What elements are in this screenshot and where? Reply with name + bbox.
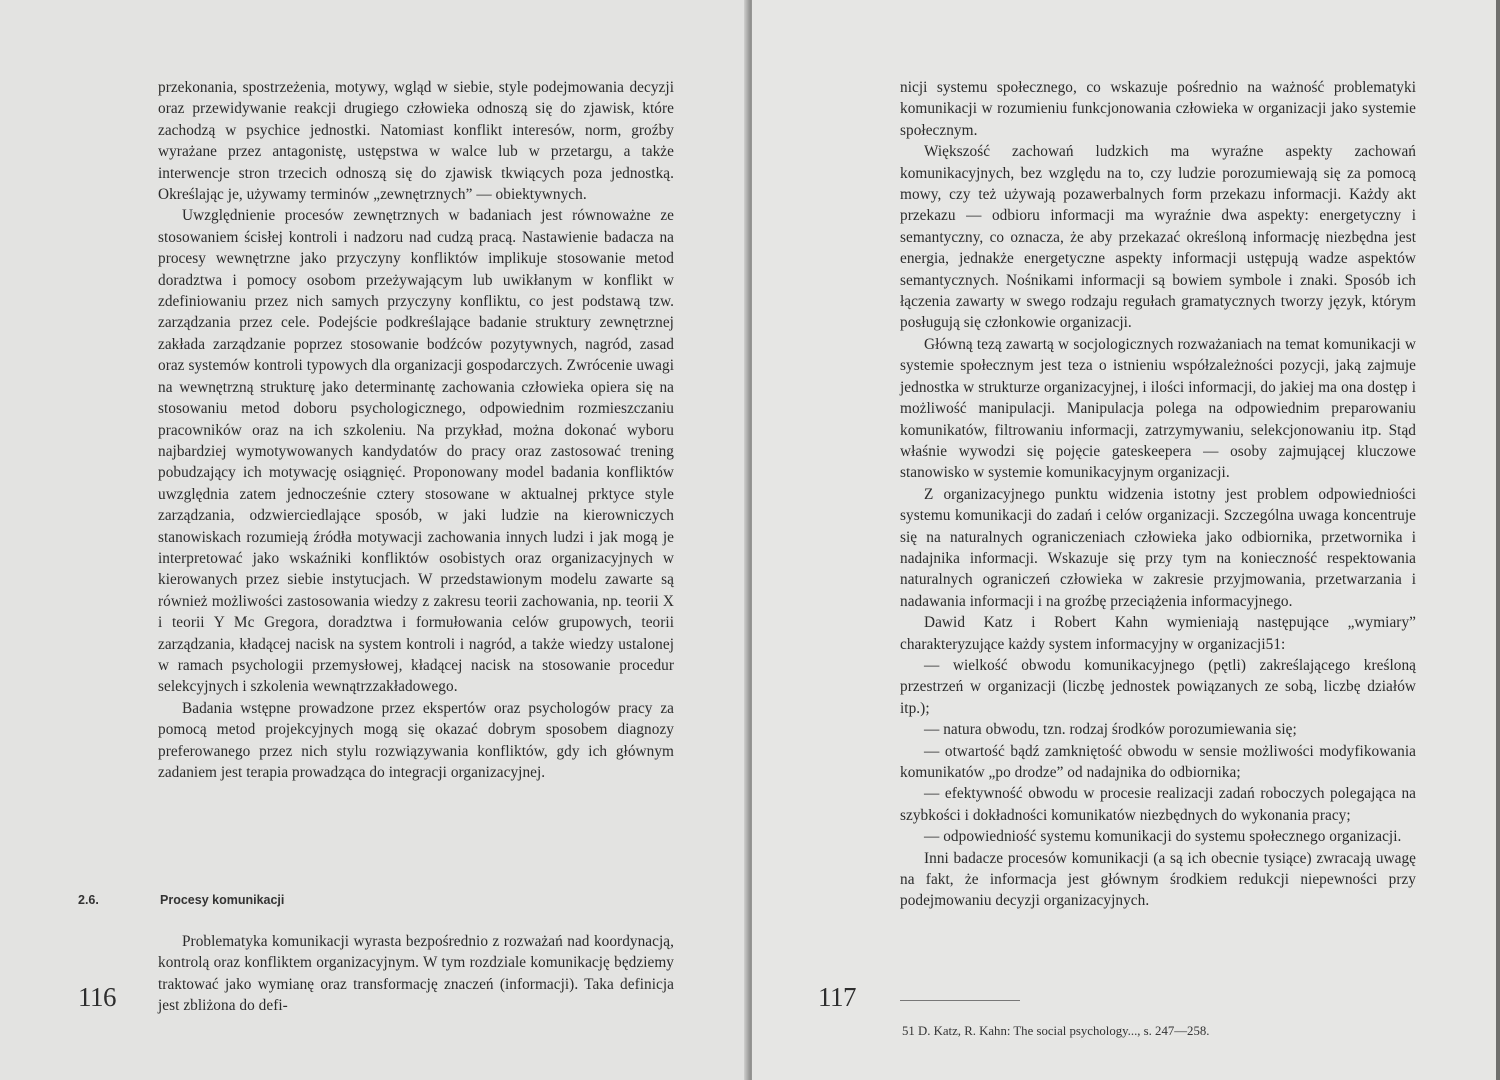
list-item: — odpowiedniość systemu komunikacji do systemu społecznego organizacji. [924, 828, 1402, 846]
section-number: 2.6. [78, 893, 99, 907]
list-item: — natura obwodu, tzn. rodzaj środków porozumiewania się; [924, 721, 1297, 739]
list-item: — wielkość obwodu komunikacyjnego (pętli) zakreślającego kreśloną przestrzeń w organizacji (liczbę jednostek powiązanych ze sobą, liczbę działów itp.); [900, 656, 1416, 717]
left-page [0, 0, 748, 1080]
left-page-body [158, 77, 674, 783]
footnote: 51 D. Katz, R. Kahn: The social psychology..., s. 247—258. [902, 1024, 1210, 1038]
right-page-body [900, 77, 1416, 912]
paragraph: Inni badacze procesów komunikacji (a są ich obecnie tysiące) zwracają uwagę na fakt, że informacja jest głównym środkiem redukcji niepewności przy podejmowaniu decyzji organizacyjnych. [900, 849, 1416, 910]
footnote-rule [900, 1000, 1020, 1001]
right-page [752, 0, 1496, 1080]
page-number-left: 116 [78, 982, 116, 1012]
paragraph: nicji systemu społecznego, co wskazuje pośrednio na ważność problematyki komunikacji w rozumieniu funkcjonowania człowieka w organizacji jako systemie społecznym. [900, 79, 1416, 139]
list-item: — efektywność obwodu w procesie realizacji zadań roboczych polegająca na szybkości i dokładności komunikatów niezbędnych do wykonania pracy; [900, 785, 1416, 824]
paragraph: Uwzględnienie procesów zewnętrznych w badaniach jest równoważne ze stosowaniem ścisłej kontroli i nadzoru nad cudzą pracą. Nastawienie badacza na procesy wewnętrzne jako przyczyny konfliktów implikuje stosowanie metod doradztwa i pomocy osobom przeżywającym lub uwikłanym w konflikt w zdefiniowaniu przez nich samych przyczyny konfliktu, co jest podstawą tzw. zarządzania przez cele. Podejście podkreślające badanie struktury zewnętrznej zakłada zarządzanie poprzez stosowanie bodźców pozytywnych, nagród, zasad oraz systemów kontroli typowych dla organizacji gospodarczych. Zwrócenie uwagi na wewnętrzną strukturę jako determinantę zachowania człowieka opiera się na stosowaniu metod doboru psychologicznego, odpowiednim rozmieszczaniu pracowników oraz na ich szkoleniu. Na przykład, można dokonać wyboru najbardziej wymotywowanych kandydatów do pracy oraz zastosować trening pobudzający ich motywację osiągnięć. Proponowany model badania konfliktów uwzględnia zatem jednocześnie cztery stosowane w aktualnej prktyce style zarządzania, odzwierciedlające sposób, w jaki ludzie na kierowniczych stanowiskach rozumieją źródła motywacji zachowania innych ludzi i jak mogą je interpretować jako wskaźniki konfliktów osobistych oraz organizacyjnych w kierowanych przez siebie instytucjach. W przedstawionym modelu zawarte są również możliwości zastosowania wiedzy z zakresu teorii zachowania, np. teorii X i teorii Y Mc Gregora, doradztwa i formułowania celów grupowych, teorii zarządzania, kładącej nacisk na system kontroli i nagród, a także wiedzy ustalonej w ramach psychologii przemysłowej, kładącej nacisk na stosowanie procedur selekcyjnych i szkolenia wewnątrzzakładowego. [158, 207, 674, 696]
page-number-right: 117 [818, 982, 856, 1012]
paragraph: Dawid Katz i Robert Kahn wymieniają następujące „wymiary” charakteryzujące każdy system informacyjny w organizacji51: [900, 614, 1416, 653]
list-item: — otwartość bądź zamkniętość obwodu w sensie możliwości modyfikowania komunikatów „po drodze” od nadajnika do odbiornika; [900, 742, 1416, 781]
paragraph: Większość zachowań ludzkich ma wyraźne aspekty zachowań komunikacyjnych, bez względu na to, czy ludzie porozumiewają się za pomocą mowy, czy też używają pozawerbalnych form przekazu informacji. Każdy akt przekazu — odbioru informacji ma wyraźnie dwa aspekty: energetyczny i semantyczny, co oznacza, że aby przekazać określoną informację niezbędna jest energia, jednakże energetyczne aspekty informacji ustępują wadze aspektów semantycznych. Nośnikami informacji są bowiem symbole i znaki. Sposób ich łączenia zawarty w swego rodzaju regułach gramatycznych tworzy język, którym posługują się członkowie organizacji. [900, 143, 1416, 332]
paragraph: Główną tezą zawartą w socjologicznych rozważaniach na temat komunikacji w systemie społecznym jest teza o istnieniu współzależności pozycji, jaką zajmuje jednostka w strukturze organizacyjnej, i ilości informacji, do jakiej ma ona dostęp i możliwość manipulacji. Manipulacja polega na odpowiednim preparowaniu komunikatów, filtrowaniu informacji, zatrzymywaniu, selekcjonowaniu itp. Stąd właśnie wywodzi się pojęcie gateskeepera — osoby zajmującej kluczowe stanowisko w systemie komunikacyjnym organizacji. [900, 335, 1416, 482]
paragraph: przekonania, spostrzeżenia, motywy, wgląd w siebie, style podejmowania decyzji oraz przewidywanie reakcji drugiego człowieka odnoszą się do zjawisk, które zachodzą w psychice jednostki. Natomiast konflikt interesów, norm, groźby wyrażane przez antagonistę, ustępstwa w walce lub w przetargu, a także interwencje stron trzecich odnoszą się do zjawisk tkwiących poza jednostką. Określając je, używamy terminów „zewnętrznych” — obiektywnych. [158, 79, 674, 204]
paragraph: Problematyka komunikacji wyrasta bezpośrednio z rozważań nad koordynacją, kontrolą oraz konfliktem organizacyjnym. W tym rozdziale komunikację będziemy traktować jako wymianę oraz transformację znaczeń (informacji). Taka definicja jest zbliżona do defi- [158, 933, 674, 1015]
page-edge [1496, 0, 1500, 1080]
section-title: Procesy komunikacji [160, 893, 285, 907]
paragraph: Z organizacyjnego punktu widzenia istotny jest problem odpowiedniości systemu komunikacji do zadań i celów organizacji. Szczególna uwaga koncentruje się na naturalnych ograniczeniach człowieka jako odbiornika, przetwornika i nadajnika informacji. Wskazuje się przy tym na konieczność respektowania naturalnych ograniczeń człowieka w zakresie przyjmowania, przetwarzania i nadawania informacji i na groźbę przeciążenia informacyjnego. [900, 485, 1416, 610]
section-body [158, 931, 674, 1017]
paragraph: Badania wstępne prowadzone przez ekspertów oraz psychologów pracy za pomocą metod projekcyjnych mogą się okazać dobrym sposobem diagnozy preferowanego przez nich stylu rozwiązywania konfliktów, gdy ich głównym zadaniem jest terapia prowadząca do integracji organizacyjnej. [158, 699, 674, 781]
